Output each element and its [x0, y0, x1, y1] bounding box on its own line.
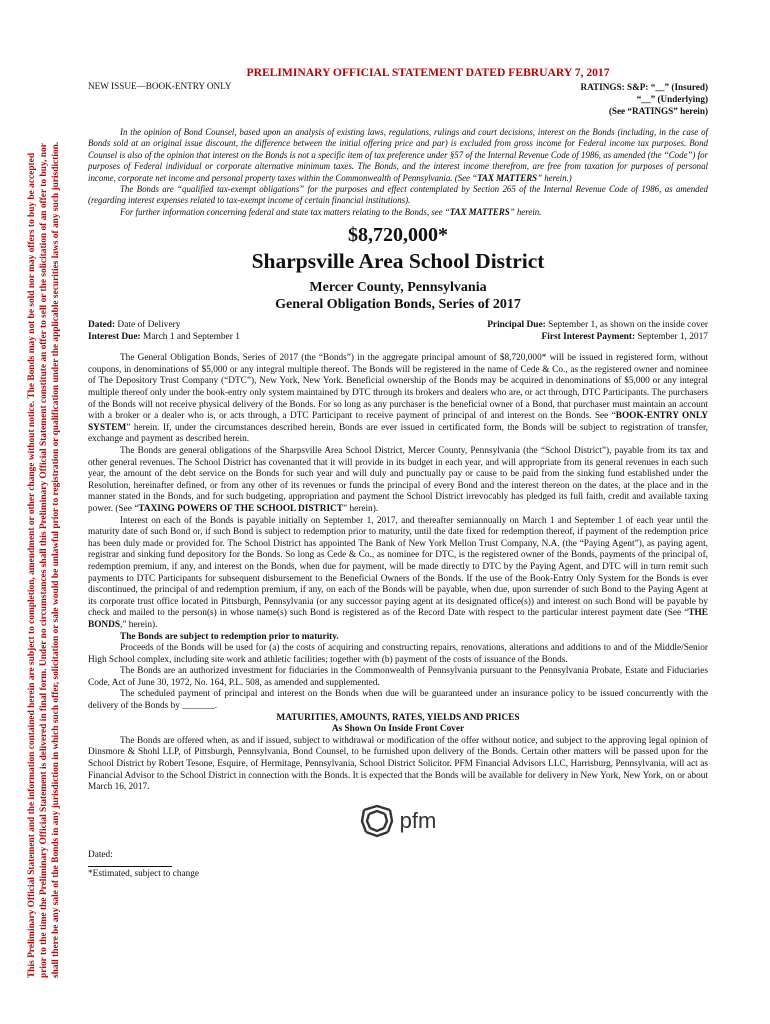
- red-herring-legend: [0, 0, 72, 1024]
- dated-label: Dated:: [88, 320, 116, 331]
- opinion-ref-3: TAX MATTERS: [449, 206, 510, 217]
- bond-amount: $8,720,000*: [348, 224, 448, 247]
- body-paragraph-8: The Bonds are offered when, as and if issued, subject to withdrawal or modification of the offer without notice, and subject to the approving legal opinion of Dinsmore & Shohl LLP, of Pittsburgh, Pennsylvania, Bond Counsel, to be furnished upon delivery of the Bonds. Certain other matters will be passed upon for the School District by Robert Tesone, Esquire, of Hermitage, Pennsylvania, School District Solicitor. PFM Financial Advisors LLC, Harrisburg, Pennsylvania, will act as Financial Advisor to the School District in connection with the Bonds. It is expected that the Bonds will be available for delivery in New York, New York, on or about March 16, 2017.: [88, 735, 708, 793]
- new-issue-label: NEW ISSUE—BOOK-ENTRY ONLY: [88, 81, 232, 91]
- body-text-2-end: ” herein).: [343, 503, 379, 514]
- pfm-wordmark: pfm: [399, 807, 437, 833]
- ratings-block: [580, 81, 708, 117]
- pfm-logo-icon: [360, 804, 394, 838]
- legend-line-3: shall there be any sale of the Bonds in any jurisdiction in which such offer, solicitation or sale would be unlawful prior to registration or qualification under the applicable securities laws of any such jurisdiction.: [51, 141, 61, 978]
- legend-text: [26, 18, 62, 978]
- dated-line: [88, 319, 240, 331]
- tax-opinion: [88, 127, 708, 218]
- principal-due-line: [487, 319, 708, 331]
- body-text-1-end: ” herein. If, under the circumstances described herein, Bonds are ever issued in certificated form, the Bonds will be subject to registration of transfer, exchange and payment as described herein.: [88, 422, 708, 445]
- ratings-line-2: “__” (Underlying): [636, 94, 708, 104]
- body-paragraph-6: The Bonds are an authorized investment for fiduciaries in the Commonwealth of Pennsylvania pursuant to the Pennsylvania Probate, Estate and Fiduciaries Code, Act of June 30, 1972, No. 164, P.L. 508, as amended and supplemented.: [88, 666, 708, 688]
- legend-line-2: prior to the time the Preliminary Official Statement is delivered in final form. Under no circumstances shall this Preliminary Official Statement constitute an offer to sell or the solicitation of an offer to buy, nor: [39, 143, 49, 978]
- footnote: *Estimated, subject to change: [88, 868, 200, 879]
- legend-line-1: This Preliminary Official Statement and the information contained herein are subject to completion, amendment or other change without notice. The Bonds may not be sold nor may offers to buy be accepted: [27, 152, 37, 978]
- first-interest-label: First Interest Payment:: [541, 332, 636, 343]
- terms-left: [88, 319, 240, 343]
- issuer-county: Mercer County, Pennsylvania: [309, 280, 487, 296]
- opinion-text-3: For further information concerning federal and state tax matters relating to the Bonds, see “: [120, 206, 450, 217]
- opinion-paragraph-2: The Bonds are “qualified tax-exempt obligations” for the purposes and effect contemplated by Section 265 of the Internal Revenue Code of 1986, as amended (regarding interest expenses related to tax-exempt income of certain financial institutions).: [88, 184, 708, 206]
- body-paragraph-2: [88, 446, 708, 516]
- header-row: [88, 81, 708, 117]
- opinion-text-1: In the opinion of Bond Counsel, based upon an analysis of existing laws, regulations, rulings and court decisions, interest on the Bonds (including, in the case of Bonds sold at an original issue discount, the difference between the initial offering price and par) is excluded from gross income for Federal income tax purposes. Bond Counsel is also of the opinion that interest on the Bonds is not a specific item of tax preference under §57 of the Internal Revenue Code of 1986, as amended (the “Code”) for purposes of Federal individual or corporate alternative minimum taxes. The Bonds, and the interest income therefrom, are free from taxation for purposes of personal income, corporate net income and personal property taxes within the Commonwealth of Pennsylvania. (See “: [88, 127, 708, 183]
- issuer-name: Sharpsville Area School District: [251, 249, 545, 274]
- first-interest-line: [487, 331, 708, 343]
- body-text-2: The Bonds are general obligations of the Sharpsville Area School District, Mercer County, Pennsylvania (the “School District”), payable from its tax and other general revenues. The School District has covenanted that it will provide in its budget in each year, and will appropriate from its general revenues in each such year, the amount of the debt service on the Bonds for such year and will duly and punctually pay or cause to be paid from the sinking fund established under the Resolution, hereinafter defined, or from any other of its revenues or funds the principal of every Bond and the interest thereon on the dates, at the place and in the manner stated in the Bonds, and for such budgeting, appropriation and payment the School District irrevocably has pledged its full faith, credit and available taxing power. (See “: [88, 446, 708, 514]
- ratings-line-1: RATINGS: S&P: “__” (Insured): [580, 82, 708, 92]
- body-paragraph-5: Proceeds of the Bonds will be used for (a) the costs of acquiring and constructing repairs, renovations, alterations and additions to and of the Middle/Senior High School complex, including site work and athletic facilities; together with (b) payment of the costs of issuance of the Bonds.: [88, 643, 708, 665]
- body-ref-1: BOOK-ENTRY ONLY SYSTEM: [88, 411, 708, 433]
- interest-due-line: [88, 331, 240, 343]
- body-ref-3: THE BONDS: [88, 608, 708, 630]
- opinion-paragraph-3: [88, 207, 708, 218]
- interest-due-label: Interest Due:: [88, 332, 141, 343]
- opinion-text-1-end: ” herein.): [537, 172, 572, 183]
- bond-series: General Obligation Bonds, Series of 2017: [275, 297, 521, 313]
- body-paragraph-3: [88, 516, 708, 632]
- body-text-3-end: ,” herein).: [120, 619, 158, 630]
- redemption-note: The Bonds are subject to redemption prior to maturity.: [120, 631, 339, 642]
- document-page: [88, 66, 708, 879]
- opinion-text-3-end: ” herein.: [509, 206, 542, 217]
- opinion-paragraph-1: [88, 127, 708, 184]
- principal-due-label: Principal Due:: [487, 320, 546, 331]
- pfm-logo: [88, 804, 708, 838]
- preliminary-title: PRELIMINARY OFFICIAL STATEMENT DATED FEBRUARY 7, 2017: [246, 66, 610, 79]
- interest-due-value: March 1 and September 1: [140, 332, 240, 343]
- footer-dated: Dated:: [88, 849, 113, 860]
- body-paragraph-7: The scheduled payment of principal and interest on the Bonds when due will be guaranteed under an insurance policy to be issued concurrently with the delivery of the Bonds by _______.: [88, 689, 708, 712]
- body-text: [88, 353, 708, 794]
- footnote-rule: [88, 866, 172, 867]
- terms-right: [487, 319, 708, 343]
- bond-terms: [88, 319, 708, 343]
- body-text-1: The General Obligation Bonds, Series of 2017 (the “Bonds”) in the aggregate principal amount of $8,720,000* will be issued in registered form, without coupons, in denominations of $5,000 or any integral multiple thereof. The Bonds will be registered in the name of Cede & Co., as the registered owner and nominee of The Depository Trust Company (“DTC”), New York, New York. Beneficial ownership of the Bonds may be acquired in denominations of $5,000 or any integral multiple thereof only under the book-entry only system maintained by DTC through its brokers and dealers who are, or act through, DTC Participants. The purchasers of the Bonds will not receive physical delivery of the Bonds. For so long as any purchaser is the beneficial owner of a Bond, that purchaser must maintain an account with a broker or a dealer who is, or acts through, a DTC Participant to receive payment of principal of and interest on the Bonds. See “: [88, 353, 708, 422]
- body-text-3: Interest on each of the Bonds is payable initially on September 1, 2017, and thereafter semiannually on March 1 and September 1 of each year until the maturity date of such Bond or, if such Bond is subject to redemption prior to maturity, until the date fixed for redemption thereof, if payment of the redemption price has been duly made or provided for. The School District has appointed The Bank of New York Mellon Trust Company, N.A. (the “Paying Agent”), as paying agent, registrar and sinking fund depository for the Bonds. So long as Cede & Co., as nominee for DTC, is the registered owner of the Bonds, payments of the principal of, redemption premium, if any, and interest on the Bonds, when due for payment, will be made directly to DTC by the Paying Agent, and DTC will in turn remit such payments to DTC Participants for subsequent disbursement to the Beneficial Owners of the Bonds. If the use of the Book-Entry Only System for the Bonds is ever discontinued, the principal of and redemption premium, if any, on each of the Bonds will be payable, when due, upon surrender of such Bond to the Paying Agent at its corporate trust office located in Pittsburgh, Pennsylvania (or any successor paying agent at its designated office(s)) and interest on such Bond will be payable by check and mailed to the person(s) in whose name(s) such Bond is registered as of the Record Date with respect to the particular interest payment date (See “: [88, 515, 708, 619]
- dated-value: Date of Delivery: [115, 320, 181, 331]
- principal-due-value: September 1, as shown on the inside cover: [545, 320, 708, 331]
- ratings-line-3: (See “RATINGS” herein): [608, 106, 708, 116]
- body-paragraph-1: [88, 353, 708, 446]
- body-paragraph-4: [88, 632, 708, 644]
- opinion-ref-1: TAX MATTERS: [477, 172, 538, 183]
- maturities-subheading: As Shown On Inside Front Cover: [331, 724, 465, 735]
- maturities-heading: MATURITIES, AMOUNTS, RATES, YIELDS AND PRICES: [276, 712, 520, 723]
- body-ref-2: TAXING POWERS OF THE SCHOOL DISTRICT: [138, 503, 344, 514]
- first-interest-value: September 1, 2017: [635, 332, 708, 343]
